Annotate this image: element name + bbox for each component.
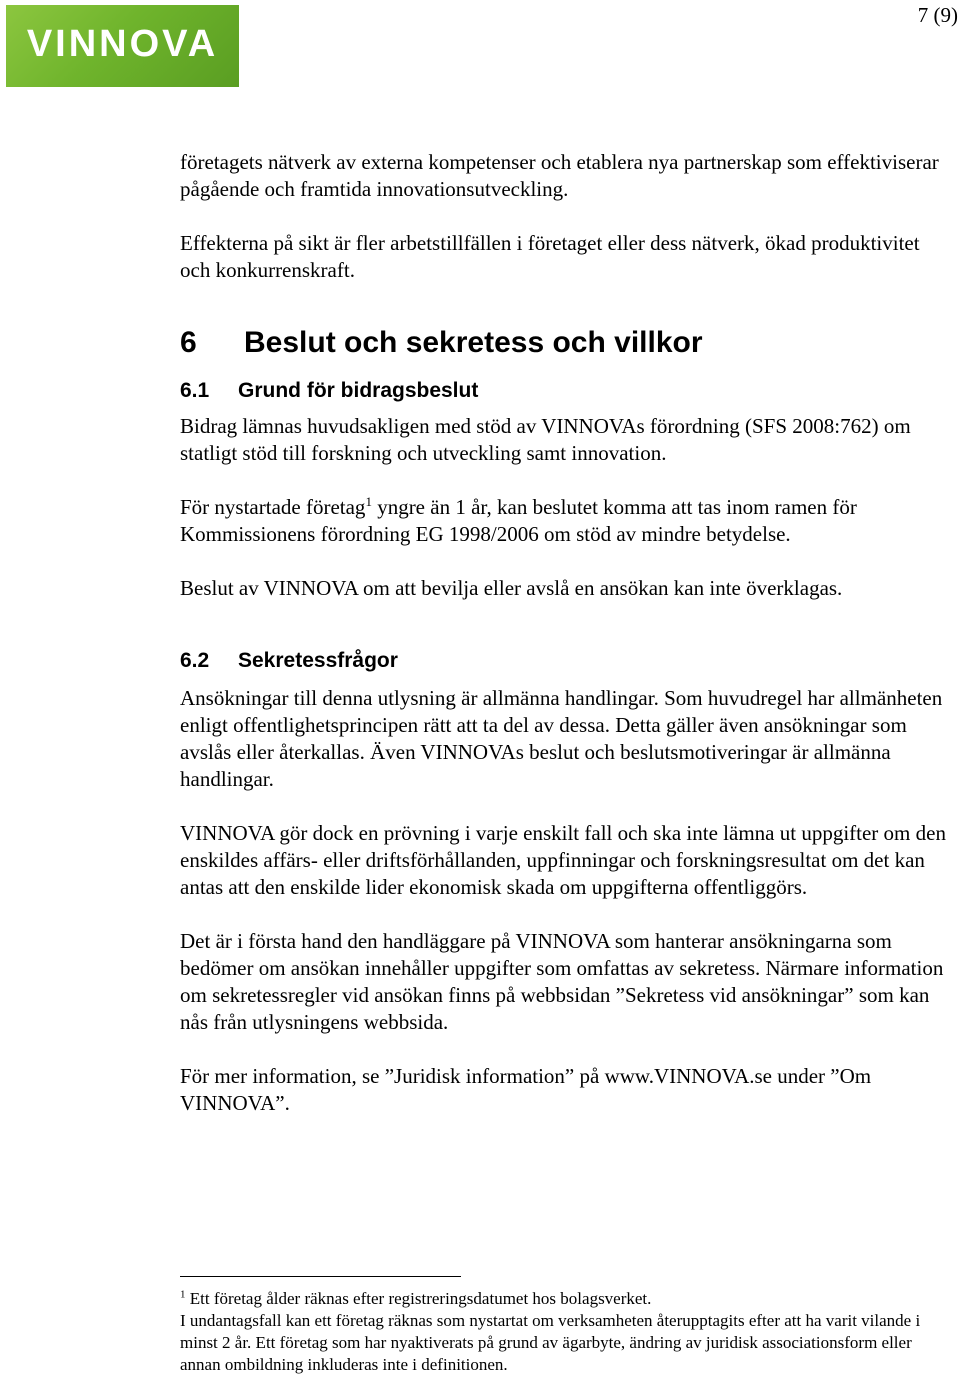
section-6-1-heading bbox=[180, 377, 950, 405]
paragraph: För mer information, se ”Juridisk information” på www.VINNOVA.se under ”Om VINNOVA”. bbox=[180, 1064, 872, 1115]
paragraph: VINNOVA gör dock en prövning i varje enskilt fall och ska inte lämna ut uppgifter om den enskildes affärs- eller driftsförhållanden, uppfinningar och forskningsresultat om det kan antas att den enskilde lider ekonomisk skada om uppgifterna offentliggörs. bbox=[180, 821, 946, 899]
paragraph: Bidrag lämnas huvudsakligen med stöd av VINNOVAs förordning (SFS 2008:762) om statligt stöd till forskning och utveckling samt innovation. bbox=[180, 414, 911, 465]
section-6-2-heading bbox=[180, 647, 950, 675]
section-title: Beslut och sekretess och villkor bbox=[244, 326, 703, 359]
intro-paragraph-1: företagets nätverk av externa kompetenser och etablera nya partnerskap som effektiviserar pågående och framtida innovationsutveckling. bbox=[180, 150, 939, 201]
footnote-line bbox=[180, 1288, 950, 1310]
footnote-marker: 1 bbox=[180, 1288, 186, 1301]
document-body bbox=[180, 149, 950, 1117]
footnote bbox=[180, 1288, 950, 1376]
footnote-line: I undantagsfall kan ett företag räknas som nystartat om verksamheten återupptagits efter att ha varit vilande i minst 2 år. Ett företag som har nyaktiverats på grund av ägarbyte, ändring av juridisk associationsform eller annan ombildning inkluderas inte i definitionen. bbox=[180, 1311, 921, 1374]
section-title: Sekretessfrågor bbox=[238, 649, 398, 672]
footnote-text: Ett företag ålder räknas efter registreringsdatumet hos bolagsverket. bbox=[185, 1289, 652, 1308]
section-number: 6 bbox=[180, 326, 197, 359]
footnote-reference: 1 bbox=[365, 494, 372, 509]
paragraph bbox=[180, 494, 950, 548]
section-6-heading bbox=[180, 325, 950, 361]
paragraph: Det är i första hand den handläggare på VINNOVA som hanterar ansökningarna som bedömer om ansökan innehåller uppgifter som omfattas av sekretess. Närmare information om sekretessregler vid ansökan finns på webbsidan ”Sekretess vid ansökningar” som kan nås från utlysningens webbsida. bbox=[180, 929, 944, 1034]
section-number: 6.2 bbox=[180, 649, 210, 672]
footnote-separator bbox=[180, 1276, 461, 1277]
page-number: 7 (9) bbox=[917, 3, 958, 27]
paragraph-text: yngre än 1 år, kan beslutet komma att tas inom ramen för Kommissionens förordning EG 1998/2006 om stöd av mindre betydelse. bbox=[180, 495, 857, 546]
paragraph: Beslut av VINNOVA om att bevilja eller avslå en ansökan kan inte överklagas. bbox=[180, 576, 843, 600]
logo-text: VINNOVA bbox=[26, 23, 219, 65]
paragraph: Ansökningar till denna utlysning är allmänna handlingar. Som huvudregel har allmänheten enligt offentlighetsprincipen rätt att ta del av dessa. Detta gäller även ansökningar som avslås eller återkallas. Även VINNOVAs beslut och beslutsmotiveringar är allmänna handlingar. bbox=[180, 686, 943, 791]
section-title: Grund för bidragsbeslut bbox=[238, 379, 479, 402]
section-number: 6.1 bbox=[180, 379, 210, 402]
intro-paragraph-2: Effekterna på sikt är fler arbetstillfällen i företaget eller dess nätverk, ökad produktivitet och konkurrenskraft. bbox=[180, 231, 920, 282]
vinnova-logo bbox=[6, 5, 239, 87]
paragraph-text: För nystartade företag bbox=[180, 495, 366, 519]
